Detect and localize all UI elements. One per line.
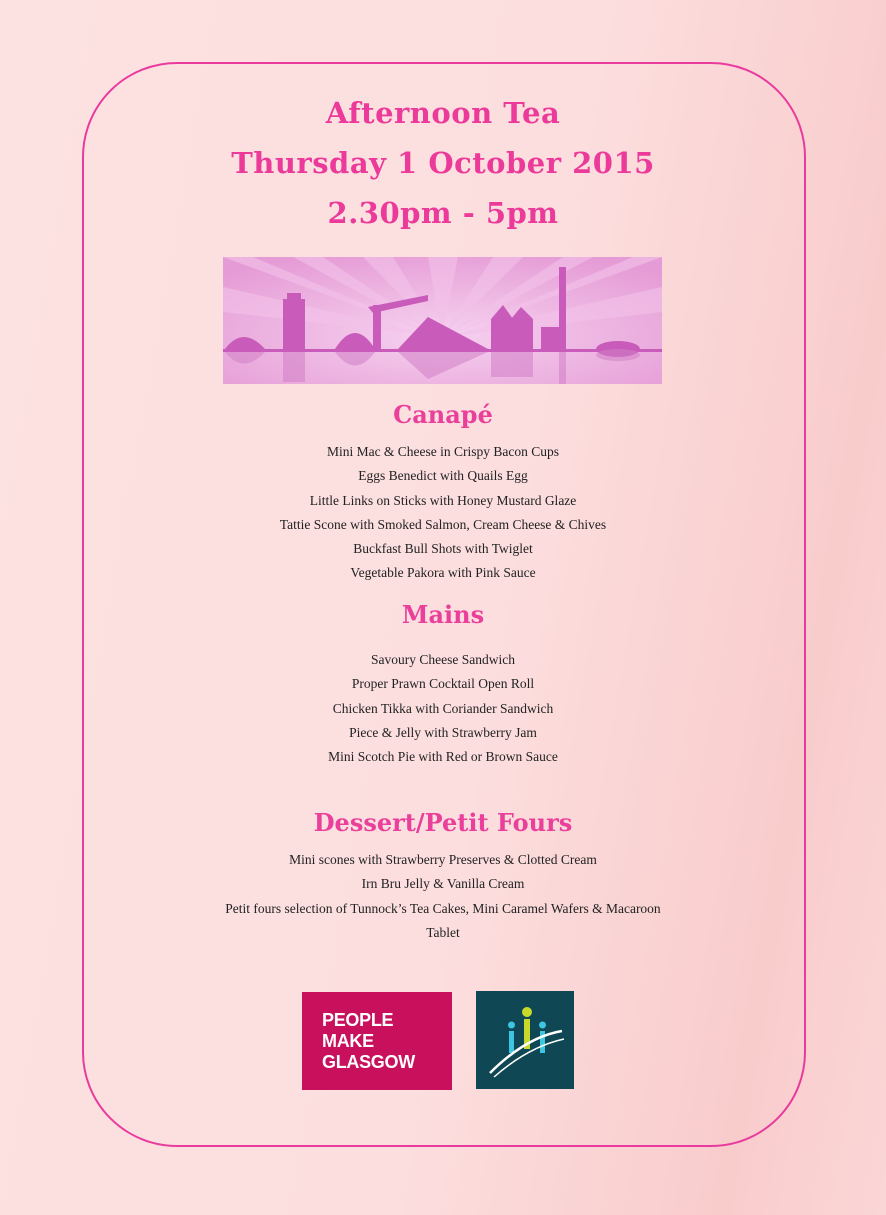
dessert-list <box>0 848 886 945</box>
pmg-line: PEOPLE <box>322 1010 394 1030</box>
event-header <box>0 88 886 238</box>
menu-item: Mini scones with Strawberry Preserves & Clotted Cream <box>289 852 597 867</box>
menu-item: Tattie Scone with Smoked Salmon, Cream Cheese & Chives <box>279 516 607 532</box>
menu-item: Chicken Tikka with Coriander Sandwich <box>332 700 554 716</box>
menu-item: Mini Mac & Cheese in Crispy Bacon Cups <box>326 444 560 459</box>
people-make-glasgow-logo <box>302 992 452 1090</box>
menu-item: Mini Scotch Pie with Red or Brown Sauce <box>328 749 558 765</box>
menu-item: Petit fours selection of Tunnock’s Tea Cakes, Mini Caramel Wafers & Macaroon <box>225 900 661 916</box>
menu-item: Savoury Cheese Sandwich <box>371 652 515 667</box>
canape-list <box>0 440 886 586</box>
menu-item: Eggs Benedict with Quails Egg <box>358 468 528 484</box>
pmg-line: MAKE <box>322 1031 374 1051</box>
skyline-illustration <box>223 257 662 384</box>
mains-list <box>0 648 886 769</box>
event-time: 2.30pm - 5pm <box>327 196 559 230</box>
iii-logo-icon <box>476 991 574 1089</box>
menu-item: Irn Bru Jelly & Vanilla Cream <box>361 876 525 892</box>
pmg-line: GLASGOW <box>322 1052 415 1072</box>
canape-heading: Canapé <box>393 400 493 429</box>
dessert-heading: Dessert/Petit Fours <box>313 808 573 837</box>
menu-item: Tablet <box>426 924 460 940</box>
glasgow-skyline-image <box>223 257 662 384</box>
iii-logo <box>476 991 574 1089</box>
pmg-wordmark <box>322 1010 415 1073</box>
menu-item: Buckfast Bull Shots with Twiglet <box>353 541 533 557</box>
mains-heading: Mains <box>401 600 485 629</box>
menu-item: Little Links on Sticks with Honey Mustard Glaze <box>309 492 577 508</box>
event-title: Afternoon Tea <box>325 96 561 130</box>
event-date: Thursday 1 October 2015 <box>231 146 655 180</box>
menu-item: Piece & Jelly with Strawberry Jam <box>349 724 537 740</box>
menu-item: Vegetable Pakora with Pink Sauce <box>350 565 536 581</box>
menu-item: Proper Prawn Cocktail Open Roll <box>351 676 535 692</box>
